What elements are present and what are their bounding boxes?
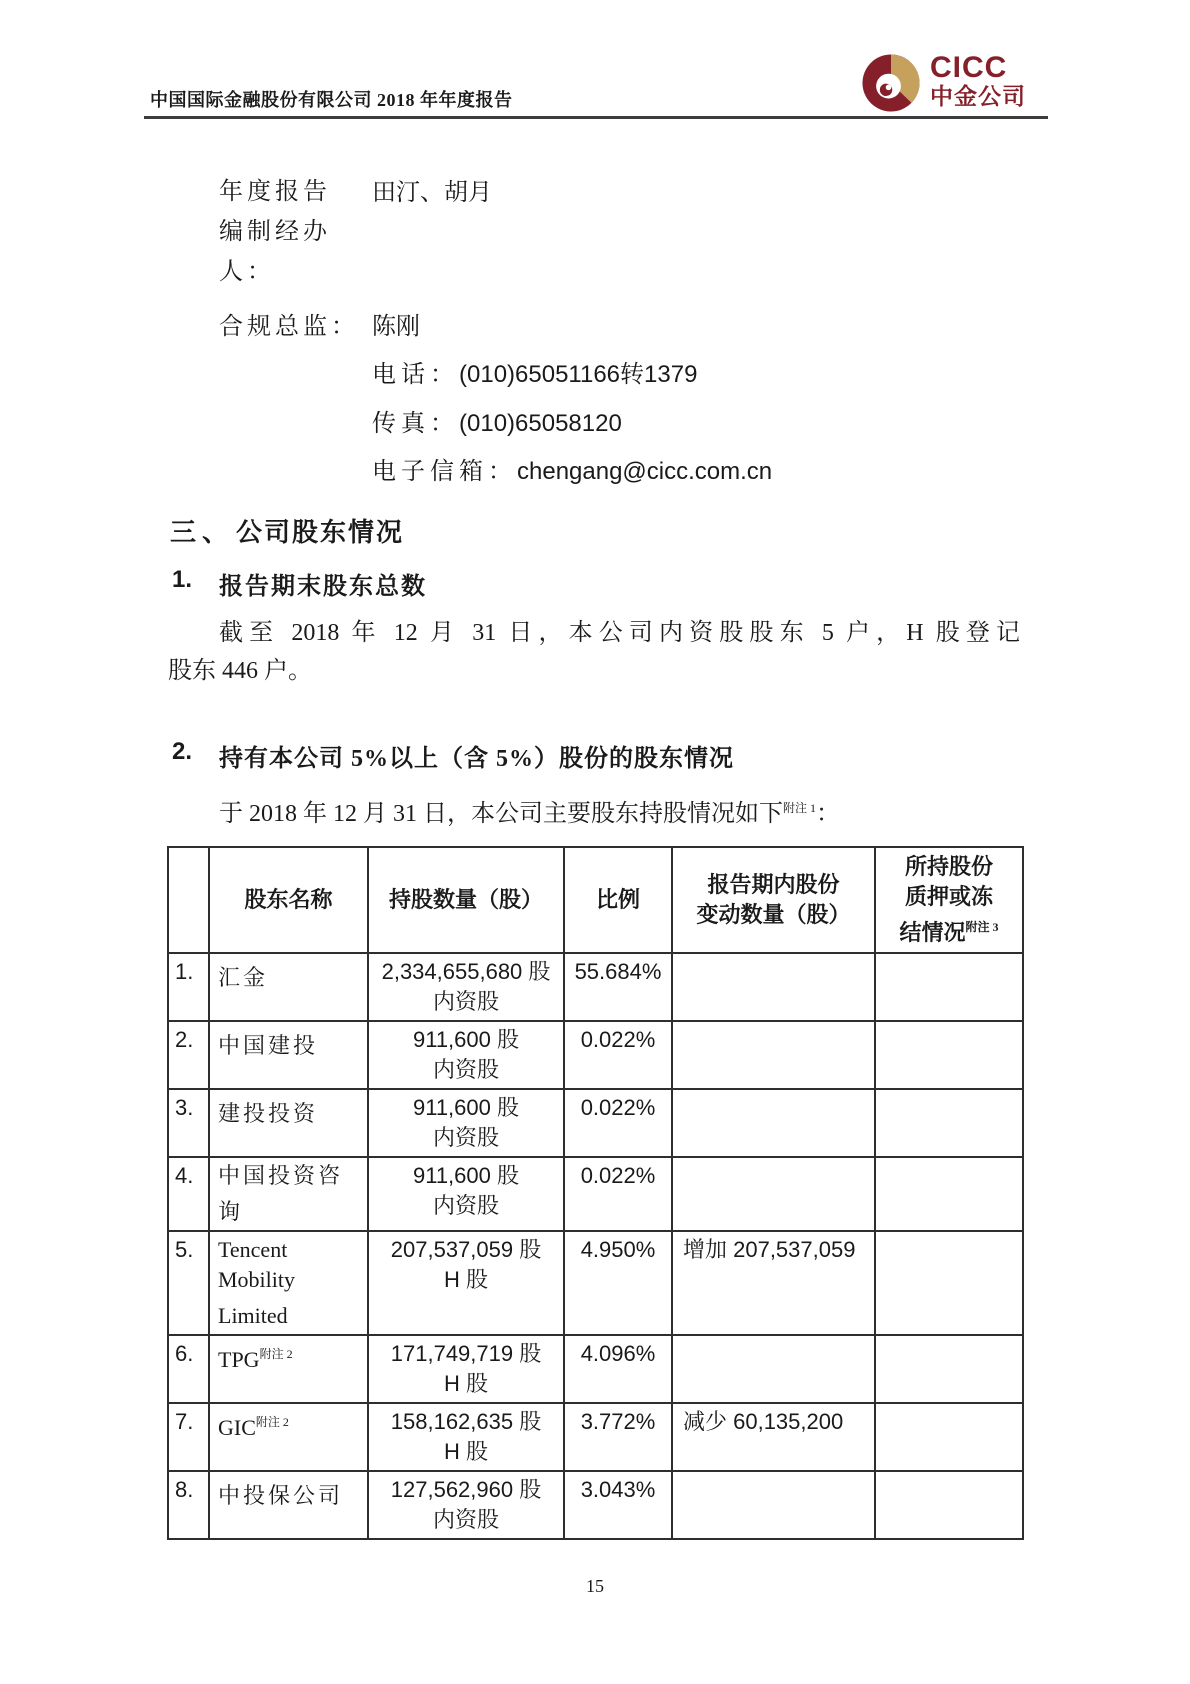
footnote1-superscript: 附注 1 (783, 801, 817, 815)
table-intro-colon: ： (816, 801, 841, 827)
holding-quantity-value: 158,162,635 股 (390, 1409, 542, 1434)
shareholder-name-cell (209, 1089, 368, 1157)
preparer-label-line2: 编制经办 (219, 219, 331, 245)
col-header-name: 股东名称 (209, 847, 368, 953)
shareholder-name-cell (209, 1403, 368, 1471)
pledge-status (875, 1089, 1023, 1157)
shareholder-name: GIC (218, 1415, 256, 1440)
page-number: 15 (586, 1576, 604, 1596)
shareholder-name-cell (209, 1471, 368, 1539)
header-divider (144, 116, 1048, 119)
fax-value: (010)65058120 (459, 410, 622, 437)
table-body (168, 953, 1023, 1539)
pledge-status (875, 953, 1023, 1021)
col-header-quantity: 持股数量（股） (368, 847, 564, 953)
row-number: 1. (168, 953, 209, 1021)
holding-ratio: 4.950% (564, 1231, 672, 1335)
cicc-logo-icon (860, 52, 922, 114)
shareholder-name: 建投投资 (218, 1101, 319, 1126)
table-intro-paragraph (219, 793, 840, 828)
logo-text-en: CICC (930, 51, 1008, 84)
shareholder-row (168, 1403, 1023, 1471)
shareholder-row (168, 1089, 1023, 1157)
row-number: 6. (168, 1335, 209, 1403)
holding-quantity-cell (368, 1335, 564, 1403)
row-number: 3. (168, 1089, 209, 1157)
row-number: 8. (168, 1471, 209, 1539)
shareholder-row (168, 1021, 1023, 1089)
holding-quantity-value: 207,537,059 股 (390, 1237, 542, 1262)
holding-quantity-cell (368, 953, 564, 1021)
period-change: 增加 207,537,059 (672, 1231, 875, 1335)
shareholder-footnote-superscript: 附注 2 (259, 1347, 293, 1361)
holding-quantity-cell (368, 1021, 564, 1089)
row-number: 4. (168, 1157, 209, 1231)
pledge-status (875, 1021, 1023, 1089)
share-class-label: 内资股 (432, 1125, 499, 1150)
col-header-pledge-line3: 结情况$^{附注 3}$ (899, 920, 999, 945)
share-class-label: 内资股 (432, 1057, 499, 1082)
pledge-status (875, 1471, 1023, 1539)
row-number: 2. (168, 1021, 209, 1089)
preparer-label-line1: 年度报告 (219, 179, 331, 205)
holding-quantity-value: 911,600 股 (412, 1163, 519, 1188)
shareholder-name: 汇金 (218, 965, 269, 990)
pledge-status (875, 1231, 1023, 1335)
shareholder-row (168, 1335, 1023, 1403)
pledge-status (875, 1157, 1023, 1231)
logo-text-cn: 中金公司 (930, 83, 1026, 109)
cicc-logo-wordmark (930, 53, 1026, 110)
period-change (672, 1089, 875, 1157)
holding-quantity-value: 911,600 股 (412, 1027, 519, 1052)
fax-label: 传真： (372, 411, 459, 437)
pledge-status (875, 1403, 1023, 1471)
holding-quantity-cell (368, 1089, 564, 1157)
shareholder-name-cell (209, 1231, 368, 1335)
holding-quantity-cell (368, 1231, 564, 1335)
holding-quantity-value: 2,334,655,680 股 (381, 959, 551, 984)
footnote3-superscript: 附注 3 (965, 920, 999, 934)
holding-ratio: 0.022% (564, 1021, 672, 1089)
subsection2-title: 持有本公司 5%以上（含 5%）股份的股东情况 (219, 746, 734, 772)
period-change: 减少 60,135,200 (672, 1403, 875, 1471)
holding-ratio: 3.043% (564, 1471, 672, 1539)
email-line (372, 451, 772, 486)
col-header-pledge-line1: 所持股份 (904, 854, 993, 879)
holding-ratio: 0.022% (564, 1089, 672, 1157)
holding-quantity-value: 171,749,719 股 (390, 1341, 542, 1366)
subsection1-number: 1. (172, 566, 193, 593)
section3-number: 三、 (170, 518, 235, 547)
shareholder-row (168, 1231, 1023, 1335)
holding-quantity-cell (368, 1157, 564, 1231)
email-label: 电子信箱： (372, 459, 517, 485)
shareholder-name-cell (209, 1157, 368, 1231)
holding-ratio: 55.684% (564, 953, 672, 1021)
table-header-row (168, 847, 1023, 953)
fax-line (372, 403, 622, 438)
holding-ratio: 4.096% (564, 1335, 672, 1403)
shareholder-name: 中国建投 (218, 1033, 319, 1058)
share-class-label: H 股 (443, 1371, 488, 1396)
col-header-index (168, 847, 209, 953)
shareholder-count-paragraph-line2: 股东 446 户。 (168, 658, 312, 684)
preparer-label (219, 172, 349, 292)
period-change (672, 953, 875, 1021)
holding-ratio: 3.772% (564, 1403, 672, 1471)
holding-quantity-value: 911,600 股 (412, 1095, 519, 1120)
period-change (672, 1471, 875, 1539)
row-number: 5. (168, 1231, 209, 1335)
phone-label: 电话： (372, 362, 459, 388)
compliance-officer-label: 合规总监： (219, 314, 359, 340)
period-change (672, 1157, 875, 1231)
email-value: chengang@cicc.com.cn (517, 458, 773, 485)
col-header-pledge-line2: 质押或冻 (904, 884, 993, 909)
holding-ratio: 0.022% (564, 1157, 672, 1231)
phone-value: (010)65051166转1379 (459, 361, 698, 388)
share-class-label: 内资股 (432, 1507, 499, 1532)
holding-quantity-cell (368, 1471, 564, 1539)
section3-title: 公司股东情况 (236, 518, 405, 547)
shareholder-row (168, 1471, 1023, 1539)
col-header-change-line2: 变动数量（股） (696, 902, 851, 927)
col-header-ratio: 比例 (564, 847, 672, 953)
shareholder-name: Tencent Mobility Limited (218, 1237, 296, 1328)
share-class-label: 内资股 (432, 1193, 499, 1218)
subsection2-number: 2. (172, 738, 193, 765)
shareholder-name: TPG (218, 1347, 260, 1372)
phone-line (372, 354, 697, 389)
shareholder-footnote-superscript: 附注 2 (255, 1415, 289, 1429)
major-shareholders-table (167, 846, 1024, 1540)
share-class-label: H 股 (443, 1267, 488, 1292)
compliance-officer-value: 陈刚 (372, 314, 420, 340)
subsection1-title: 报告期末股东总数 (219, 574, 427, 600)
row-number: 7. (168, 1403, 209, 1471)
period-change (672, 1021, 875, 1089)
shareholder-name: 中投保公司 (218, 1483, 344, 1508)
shareholder-name-cell (209, 1021, 368, 1089)
col-header-change-line1: 报告期内股份 (707, 872, 840, 897)
holding-quantity-cell (368, 1403, 564, 1471)
shareholder-name: 中国投资咨询 (218, 1163, 344, 1224)
shareholder-row (168, 1157, 1023, 1231)
shareholder-name-cell (209, 1335, 368, 1403)
col-header-change (672, 847, 875, 953)
period-change (672, 1335, 875, 1403)
shareholder-row (168, 953, 1023, 1021)
shareholder-count-paragraph-line1: 截至 2018 年 12 月 31 日，本公司内资股股东 5 户，H 股登记 (219, 620, 1020, 646)
holding-quantity-value: 127,562,960 股 (390, 1477, 542, 1502)
shareholder-name-cell (209, 953, 368, 1021)
preparer-value: 田汀、胡月 (372, 180, 492, 206)
preparer-label-line3: 人： (219, 259, 275, 285)
page-header-title: 中国国际金融股份有限公司 2018 年年度报告 (150, 90, 513, 110)
col-header-pledge (875, 847, 1023, 953)
table-intro-text: 于 2018 年 12 月 31 日，本公司主要股东持股情况如下 (219, 801, 783, 827)
pledge-status (875, 1335, 1023, 1403)
share-class-label: 内资股 (432, 989, 499, 1014)
share-class-label: H 股 (443, 1439, 488, 1464)
